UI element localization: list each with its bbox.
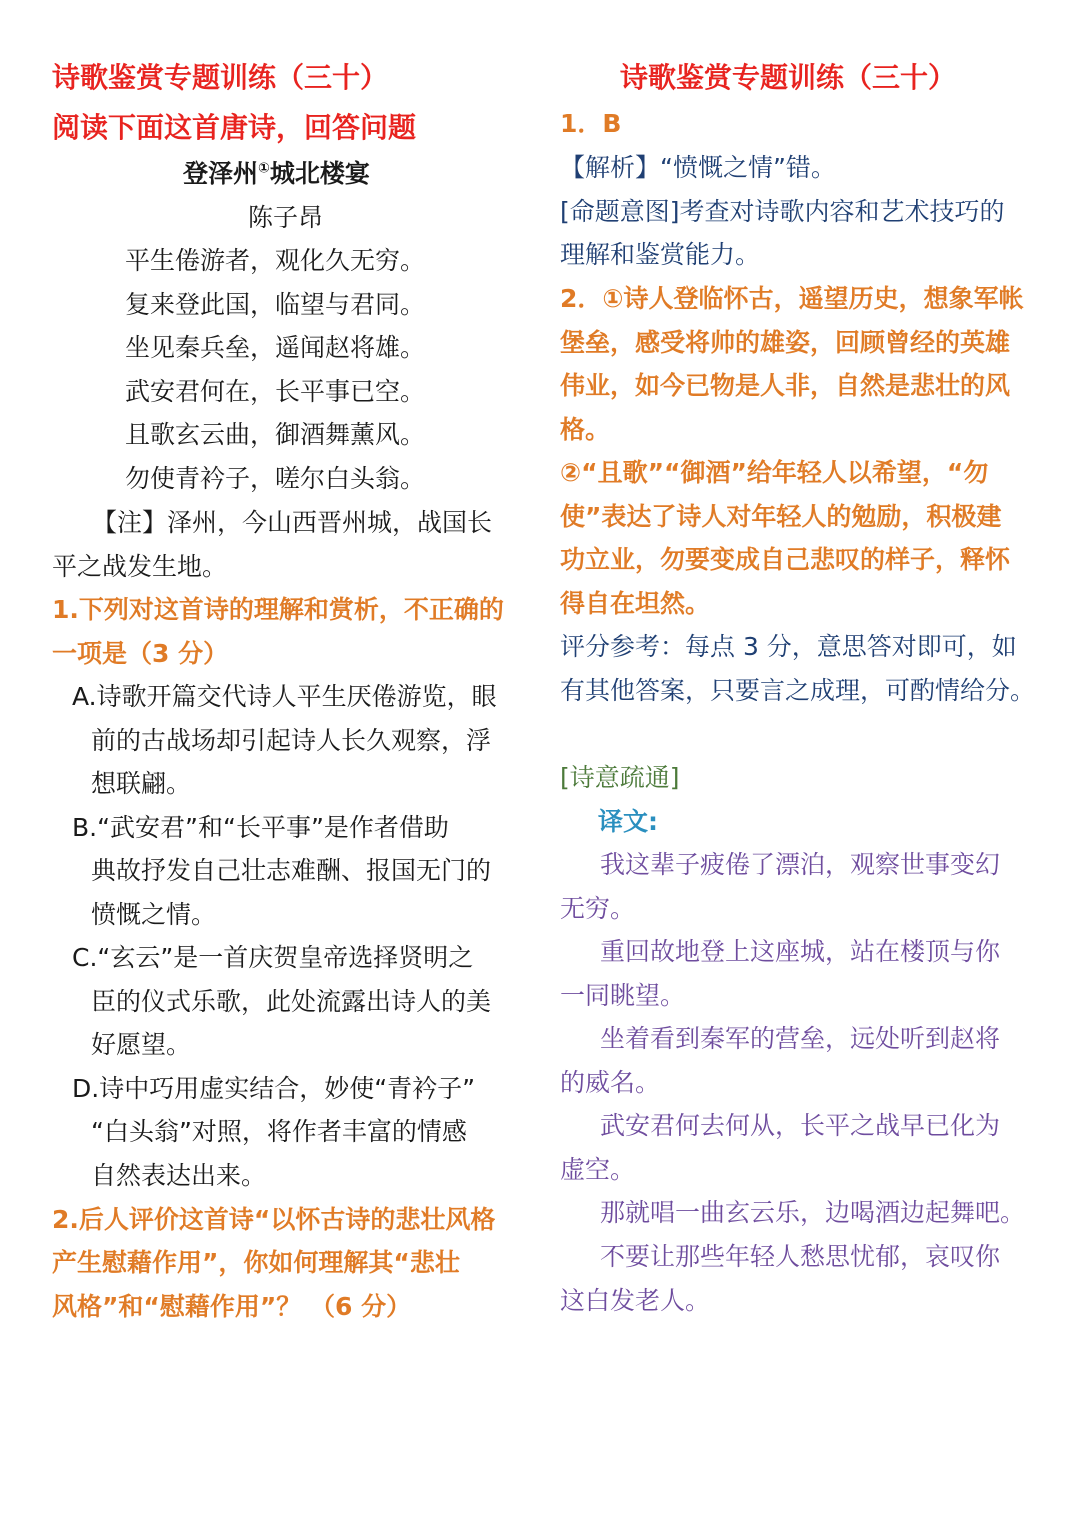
translation-line: 一同眺望。	[560, 981, 686, 1010]
poem-note: 平之战发生地。	[52, 552, 228, 581]
poem-title-part-b: 城北楼宴	[269, 159, 370, 188]
translation-line: 武安君何去何从，长平之战早已化为	[600, 1111, 1001, 1140]
poem-line: 武安君何在，长平事已空。	[125, 377, 426, 406]
option-c: 好愿望。	[91, 1030, 192, 1059]
translation-line: 无穷。	[560, 894, 636, 923]
option-b: 愤慨之情。	[91, 900, 217, 929]
answer-2-point-1: 格。	[560, 415, 611, 444]
answer-1-intent: [命题意图]考查对诗歌内容和艺术技巧的	[560, 197, 1005, 226]
scoring-note: 评分参考：每点 3 分，意思答对即可，如	[560, 632, 1017, 661]
option-c: 臣的仪式乐歌，此处流露出诗人的美	[91, 987, 492, 1016]
poem-line: 且歌玄云曲，御酒舞薰风。	[125, 420, 426, 449]
question-1-stem: 1.下列对这首诗的理解和赏析，不正确的	[52, 595, 504, 624]
answer-1-intent: 理解和鉴赏能力。	[560, 240, 761, 269]
answer-2-point-2: 使”表达了诗人对年轻人的勉励，积极建	[560, 502, 1002, 531]
option-a: A.诗歌开篇交代诗人平生厌倦游览，眼	[72, 682, 497, 711]
option-d: “白头翁”对照，将作者丰富的情感	[91, 1117, 467, 1146]
translation-line: 这白发老人。	[560, 1286, 711, 1315]
answer-2-point-1: 2．①诗人登临怀古，遥望历史，想象军帐	[560, 284, 1024, 313]
answer-1-analysis: 【解析】“愤慨之情”错。	[560, 153, 836, 182]
answer-2-point-1: 堡垒，感受将帅的雄姿，回顾曾经的英雄	[560, 328, 1011, 357]
translation-line: 不要让那些年轻人愁思忧郁，哀叹你	[600, 1242, 1001, 1271]
answer-2-point-2: 功立业，勿要变成自己悲叹的样子，释怀	[560, 545, 1011, 574]
question-2-stem: 风格”和“慰藉作用”？ （6 分）	[52, 1292, 412, 1321]
option-d: D.诗中巧用虚实结合，妙使“青衿子”	[72, 1074, 476, 1103]
translation-line: 重回故地登上这座城，站在楼顶与你	[600, 937, 1001, 966]
poem-title-note-mark: ①	[258, 160, 270, 177]
option-b: B.“武安君”和“长平事”是作者借助	[72, 813, 449, 842]
translation-line: 的威名。	[560, 1068, 661, 1097]
translation-label: 译文:	[598, 807, 658, 836]
page-title: 诗歌鉴赏专题训练（三十）	[52, 61, 389, 94]
option-a: 想联翩。	[91, 769, 192, 798]
poem-title	[183, 156, 370, 192]
poem-note: 【注】泽州，今山西晋州城，战国长	[92, 508, 493, 537]
instruction-heading: 阅读下面这首唐诗，回答问题	[52, 111, 417, 144]
answer-page-title: 诗歌鉴赏专题训练（三十）	[620, 61, 957, 94]
poem-title-part-a: 登泽州	[183, 159, 259, 188]
translation-line: 虚空。	[560, 1155, 636, 1184]
question-2-stem: 2.后人评价这首诗“以怀古诗的悲壮风格	[52, 1205, 496, 1234]
poem-line: 勿使青衿子，嗟尔白头翁。	[125, 464, 426, 493]
answer-2-point-2: 得自在坦然。	[560, 589, 711, 618]
answer-2-point-2: ②“且歌”“御酒”给年轻人以希望，“勿	[560, 458, 989, 487]
poem-line: 坐见秦兵垒，遥闻赵将雄。	[125, 333, 426, 362]
translation-line: 那就唱一曲玄云乐，边喝酒边起舞吧。	[600, 1198, 1026, 1227]
question-1-stem: 一项是（3 分）	[52, 639, 229, 668]
translation-line: 我这辈子疲倦了漂泊，观察世事变幻	[600, 850, 1001, 879]
poem-line: 复来登此国，临望与君同。	[125, 290, 426, 319]
option-d: 自然表达出来。	[91, 1161, 267, 1190]
scoring-note: 有其他答案，只要言之成理，可酌情给分。	[560, 676, 1036, 705]
poem-line: 平生倦游者，观化久无穷。	[125, 246, 426, 275]
translation-line: 坐着看到秦军的营垒，远处听到赵将	[600, 1024, 1001, 1053]
option-c: C.“玄云”是一首庆贺皇帝选择贤明之	[72, 943, 474, 972]
poem-author: 陈子昂	[248, 203, 324, 232]
answer-2-point-1: 伟业，如今已物是人非，自然是悲壮的风	[560, 371, 1011, 400]
translation-section-tag: [诗意疏通]	[560, 763, 680, 792]
option-a: 前的古战场却引起诗人长久观察，浮	[91, 726, 492, 755]
answer-1: 1．B	[560, 109, 622, 138]
question-2-stem: 产生慰藉作用”，你如何理解其“悲壮	[52, 1248, 460, 1277]
option-b: 典故抒发自己壮志难酬、报国无门的	[91, 856, 492, 885]
